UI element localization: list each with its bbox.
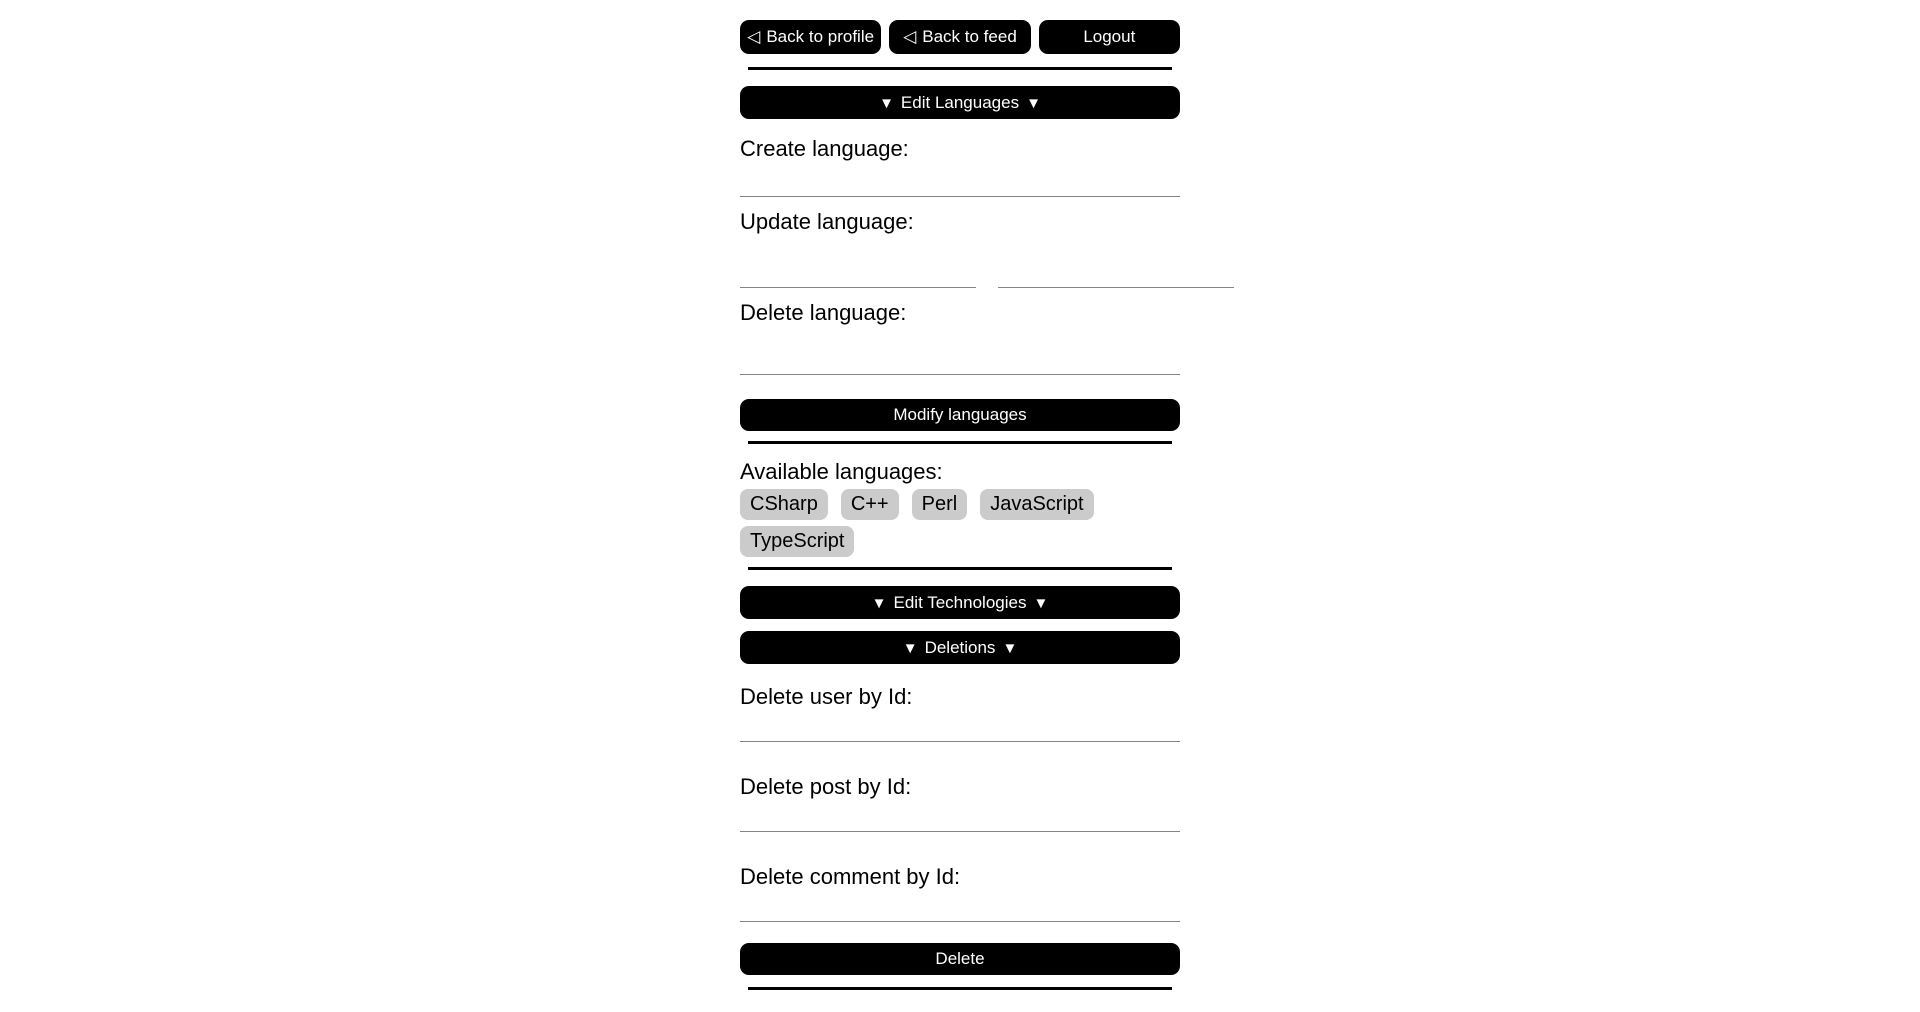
caret-down-icon: ▼ bbox=[879, 95, 894, 112]
edit-technologies-toggle[interactable] bbox=[740, 586, 1180, 619]
back-to-profile-button[interactable] bbox=[740, 20, 881, 54]
caret-down-icon: ▼ bbox=[902, 640, 918, 657]
logout-button[interactable] bbox=[1039, 20, 1180, 54]
create-language-input[interactable] bbox=[740, 169, 1180, 197]
divider bbox=[748, 67, 1172, 70]
back-icon: ◁ bbox=[903, 27, 917, 46]
delete-post-input[interactable] bbox=[740, 804, 1180, 832]
delete-post-label: Delete post by Id: bbox=[740, 774, 912, 799]
delete-button-label: Delete bbox=[935, 949, 985, 968]
delete-language-input[interactable] bbox=[740, 347, 1180, 375]
back-to-feed-label: Back to feed bbox=[922, 27, 1017, 46]
update-language-old-input[interactable] bbox=[740, 260, 976, 288]
delete-language-label: Delete language: bbox=[740, 300, 907, 325]
admin-panel bbox=[740, 0, 1180, 990]
divider bbox=[748, 987, 1172, 990]
back-icon: ◁ bbox=[747, 27, 761, 46]
divider bbox=[748, 567, 1172, 570]
caret-down-icon: ▼ bbox=[1026, 95, 1041, 112]
available-languages-list bbox=[740, 489, 1180, 557]
update-language-label: Update language: bbox=[740, 209, 914, 234]
modify-languages-label: Modify languages bbox=[893, 405, 1027, 424]
edit-languages-toggle[interactable] bbox=[740, 86, 1180, 119]
available-languages-label: Available languages: bbox=[740, 459, 943, 484]
language-tag[interactable]: C++ bbox=[841, 489, 899, 520]
language-tag[interactable]: Perl bbox=[912, 489, 968, 520]
delete-user-label: Delete user by Id: bbox=[740, 684, 913, 709]
caret-down-icon: ▼ bbox=[1002, 640, 1018, 657]
delete-button[interactable] bbox=[740, 943, 1180, 975]
delete-comment-input[interactable] bbox=[740, 894, 1180, 922]
language-tag[interactable]: TypeScript bbox=[740, 526, 854, 557]
create-language-label: Create language: bbox=[740, 136, 909, 161]
delete-user-input[interactable] bbox=[740, 714, 1180, 742]
modify-languages-button[interactable] bbox=[740, 399, 1180, 431]
language-tag[interactable]: CSharp bbox=[740, 489, 828, 520]
update-language-new-input[interactable] bbox=[998, 260, 1234, 288]
deletions-toggle[interactable] bbox=[740, 631, 1180, 664]
logout-label: Logout bbox=[1083, 27, 1136, 46]
language-tag[interactable]: JavaScript bbox=[980, 489, 1093, 520]
back-to-profile-label: Back to profile bbox=[766, 27, 875, 46]
update-language-fields bbox=[740, 260, 1180, 288]
divider bbox=[748, 441, 1172, 444]
delete-comment-label: Delete comment by Id: bbox=[740, 864, 961, 889]
caret-down-icon: ▼ bbox=[1033, 595, 1049, 612]
toolbar bbox=[740, 20, 1180, 54]
deletions-toggle-label: Deletions bbox=[924, 638, 996, 657]
edit-technologies-toggle-label: Edit Technologies bbox=[893, 593, 1027, 612]
back-to-feed-button[interactable] bbox=[889, 20, 1030, 54]
edit-languages-toggle-label: Edit Languages bbox=[900, 93, 1020, 112]
caret-down-icon: ▼ bbox=[871, 595, 887, 612]
